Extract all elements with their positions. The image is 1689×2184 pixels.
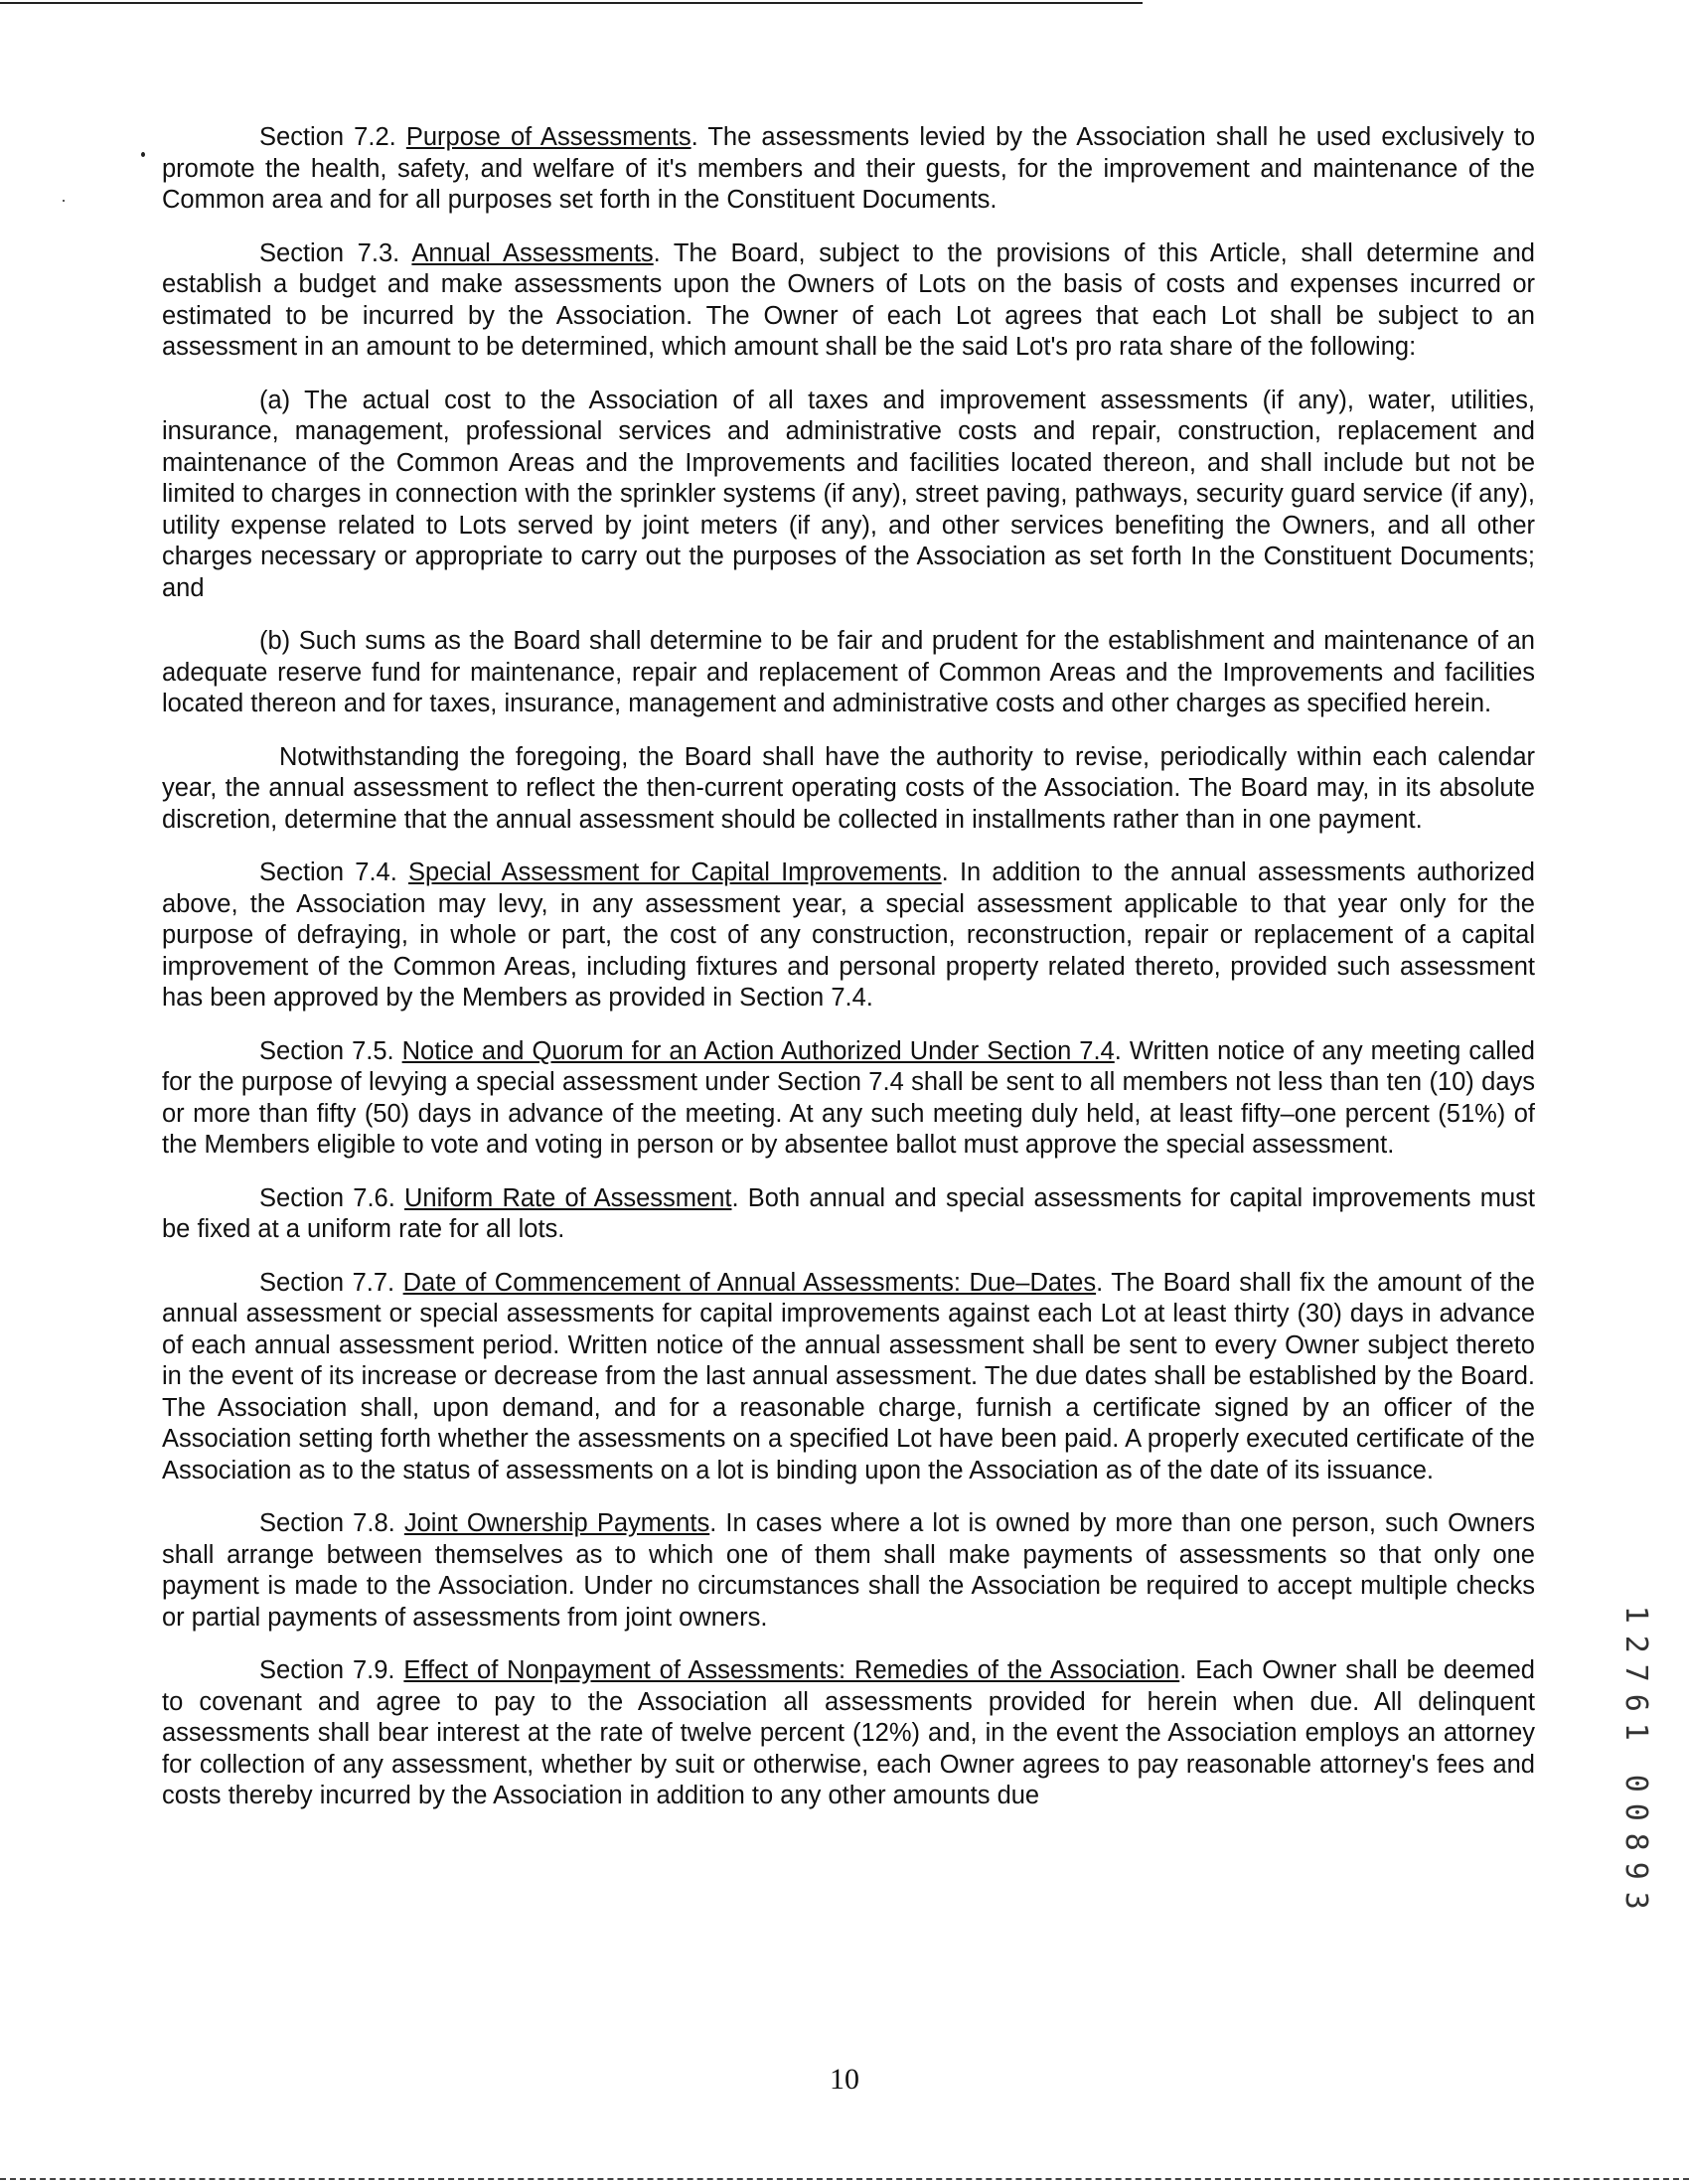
stamp-digit: 9	[1617, 1861, 1653, 1880]
section-text: . Both annual and special assessments for capital improvements must be fixed at a uniform rate for all lots.	[162, 1183, 1536, 1243]
stamp-digit: 6	[1617, 1693, 1653, 1712]
stamp-digit: 2	[1617, 1635, 1653, 1653]
clause-a: (a) The actual cost to the Association of all taxes and improvement assessments (if any), water, utilities, insurance, management, professional services and administrative costs and repair, construction, replacement and maintenance of the Common Areas and the Improvements and facilities located thereon, and shall include but not be limited to charges in connection with the sprinkler systems (if any), street paving, pathways, security guard service (if any), utility expense related to Lots served by joint meters (if any), and other services benefiting the Owners, and all other charges necessary or appropriate to carry out the purposes of the Association as set forth In the Constituent Documents; and	[162, 386, 1535, 602]
section-prefix: Section 7.4.	[259, 858, 409, 886]
bottom-scan-rule	[0, 2178, 1689, 2180]
stamp-digit: 3	[1617, 1891, 1653, 1910]
clause-b: (b) Such sums as the Board shall determine to be fair and prudent for the establishment and maintenance of an adequate reserve fund for maintenance, repair and replacement of Common Areas and the Improvements and facilities located thereon and for taxes, insurance, management and administrative costs and other charges as specified herein.	[162, 627, 1535, 717]
section-7-2	[162, 122, 1535, 217]
stamp-digit: 1	[1617, 1722, 1653, 1741]
section-heading: Annual Assessments	[411, 238, 654, 267]
section-prefix: Section 7.7.	[259, 1268, 403, 1297]
section-7-3	[162, 238, 1535, 364]
section-prefix: Section 7.3.	[259, 238, 412, 267]
section-prefix: Section 7.8.	[259, 1509, 404, 1537]
section-heading: Purpose of Assessments	[405, 123, 691, 151]
section-7-7	[162, 1268, 1535, 1487]
document-body	[162, 122, 1535, 1834]
stamp-digit: 7	[1617, 1663, 1653, 1682]
scan-speck	[63, 200, 65, 202]
section-text: . In addition to the annual assessments authorized above, the Association may levy, in any assessment year, a special assessment applicable to that year only for the purpose of defraying, in whole or part, the cost of any construction, reconstruction, repair or replacement of a capital improvement of the Common Areas, including fixtures and personal property related thereto, provided such assessment has been approved by the Members as provided in Section 7.4.	[162, 858, 1535, 1012]
section-text: . Each Owner shall be deemed to covenant and agree to pay to the Association all assessments provided for herein when due. All delinquent assessments shall bear interest at the rate of twelve percent (12%) and, in the event the Association employs an attorney for collection of any assessment, whether by suit or otherwise, each Owner agrees to pay reasonable attorney's fees and costs thereby incurred by the Association in addition to any other amounts due	[162, 1656, 1535, 1809]
section-text: . Written notice of any meeting called for the purpose of levying a special assessment under Section 7.4 shall be sent to all members not less than ten (10) days or more than fifty (50) days in advance of the meeting. At any such meeting duly held, at least fifty–one percent (51%) of the Members eligible to vote and voting in person or by absentee ballot must approve the special assessment.	[162, 1036, 1535, 1159]
section-heading: Effect of Nonpayment of Assessments: Remedies of the Association	[403, 1656, 1180, 1684]
stamp-digit: 1	[1617, 1605, 1653, 1624]
scan-speck	[141, 152, 145, 157]
section-text: . The Board shall fix the amount of the annual assessment or special assessments for capital improvements against each Lot at least thirty (30) days in advance of each annual assessment period. Written notice of the annual assessment shall be sent to every Owner subject thereto in the event of its increase or decrease from the last annual assessment. The due dates shall be established by the Board. The Association shall, upon demand, and for a reasonable charge, furnish a certificate signed by an officer of the Association setting forth whether the assessments on a specified Lot have been paid. A properly executed certificate of the Association as to the status of assessments on a lot is binding upon the Association as of the date of its issuance.	[162, 1268, 1535, 1484]
section-7-6	[162, 1183, 1535, 1246]
top-scan-rule	[0, 2, 1143, 4]
section-prefix: Section 7.9.	[259, 1656, 404, 1684]
section-prefix: Section 7.6.	[259, 1183, 404, 1212]
stamp-digit: 8	[1617, 1832, 1653, 1851]
section-heading: Joint Ownership Payments	[403, 1509, 710, 1537]
section-prefix: Section 7.2.	[259, 123, 406, 151]
notwithstanding-paragraph: Notwithstanding the foregoing, the Board shall have the authority to revise, periodically within each calendar year, the annual assessment to reflect the then-current operating costs of the Association. The Board may, in its absolute discretion, determine that the annual assessment should be collected in installments rather than in one payment.	[162, 742, 1535, 834]
section-heading: Special Assessment for Capital Improvements	[408, 858, 942, 886]
section-7-9	[162, 1655, 1535, 1812]
stamp-digit: 0	[1617, 1802, 1653, 1821]
stamp-book-number	[1615, 1600, 1655, 1747]
section-heading: Uniform Rate of Assessment	[404, 1183, 732, 1212]
section-7-5	[162, 1036, 1535, 1162]
page-number: 10	[830, 2063, 859, 2096]
section-heading: Notice and Quorum for an Action Authorized Under Section 7.4	[401, 1036, 1115, 1065]
section-text: . The assessments levied by the Association shall he used exclusively to promote the health, safety, and welfare of it's members and their guests, for the improvement and maintenance of the Common area and for all purposes set forth in the Constituent Documents.	[162, 123, 1535, 214]
section-7-8	[162, 1508, 1535, 1634]
recording-stamp	[1615, 1600, 1655, 1915]
section-heading: Date of Commencement of Annual Assessments: Due–Dates	[402, 1268, 1097, 1297]
section-7-4	[162, 858, 1535, 1014]
stamp-digit: 0	[1617, 1774, 1653, 1793]
section-text: . The Board, subject to the provisions of this Article, shall determine and establish a budget and make assessments upon the Owners of Lots on the basis of costs and expenses incurred or estimated to be incurred by the Association. The Owner of each Lot agrees that each Lot shall be subject to an assessment in an amount to be determined, which amount shall be the said Lot's pro rata share of the following:	[162, 238, 1535, 361]
section-text: . In cases where a lot is owned by more than one person, such Owners shall arrange between themselves as to which one of them shall make payments of assessments so that only one payment is made to the Association. Under no circumstances shall the Association be required to accept multiple checks or partial payments of assessments from joint owners.	[162, 1509, 1535, 1632]
section-prefix: Section 7.5.	[259, 1036, 402, 1065]
stamp-page-number	[1615, 1769, 1655, 1916]
